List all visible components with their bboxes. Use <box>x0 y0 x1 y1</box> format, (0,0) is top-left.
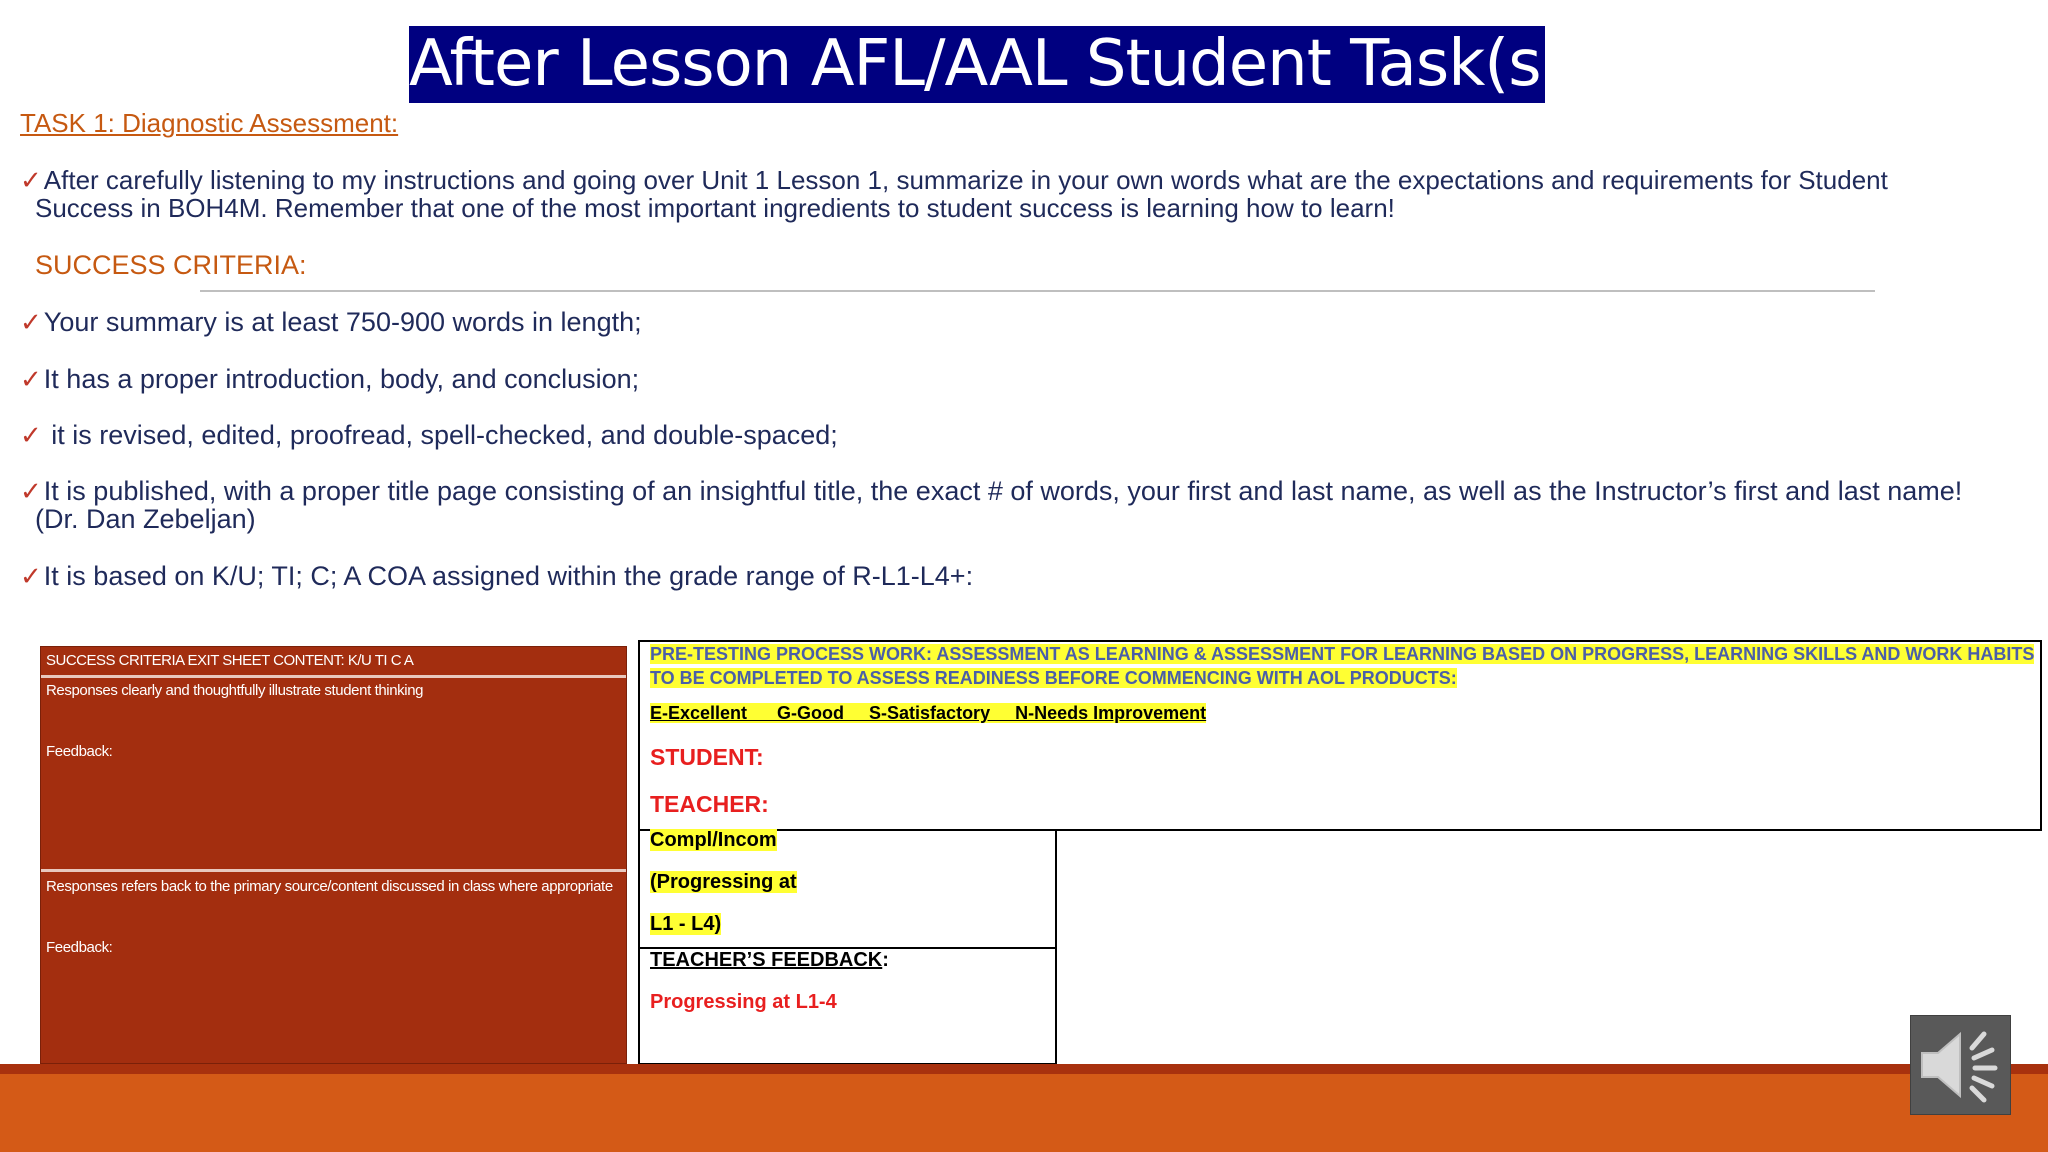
student-label: STUDENT: <box>650 744 764 770</box>
criteria-item-text: It has a proper introduction, body, and conclusion; <box>43 364 640 394</box>
criteria-item-text: It is based on K/U; TI; C; A COA assigned within the grade range of R-L1-L4+: <box>43 561 974 591</box>
completion-line-3-text: L1 - L4) <box>650 913 722 935</box>
teacher-feedback-box <box>638 947 1057 1065</box>
exit-sheet-header <box>41 647 626 678</box>
criteria-item <box>20 477 2025 533</box>
success-criteria-label: SUCCESS CRITERIA <box>35 250 300 280</box>
criteria-item <box>20 420 838 450</box>
teacher-feedback-colon: : <box>882 949 889 971</box>
completion-box <box>638 829 1057 949</box>
section-1-text: Responses clearly and thoughtfully illustrate student thinking <box>46 682 424 699</box>
assessment-heading-text: PRE-TESTING PROCESS WORK: ASSESSMENT AS LEARNING & ASSESSMENT FOR LEARNING BASED ON PROGRESS, LEARNING SKILLS AND WORK HABITS TO BE COMPLETED TO ASSESS READINESS BEFORE COMMENCING WITH AOL PRODUCTS: <box>650 644 2035 688</box>
checkmark-icon: ✓ <box>20 561 42 591</box>
criteria-item-text-2: (Dr. Dan Zebeljan) <box>35 504 256 534</box>
footer-bar <box>0 1074 2048 1152</box>
criteria-item <box>20 561 973 591</box>
slide-title: After Lesson AFL/AAL Student Task(s) : <box>409 27 1605 101</box>
completion-line-3 <box>650 913 721 936</box>
teacher-feedback-label <box>650 949 889 972</box>
rating-scale-text: E-Excellent G-Good S-Satisfactory N-Needs Improvement <box>650 703 1207 723</box>
footer-stripe <box>0 1064 2048 1074</box>
completion-line-2-text: (Progressing at <box>650 871 797 893</box>
rating-scale <box>650 703 1206 724</box>
completion-line-1 <box>650 829 777 852</box>
checkmark-icon: ✓ <box>20 165 42 195</box>
exit-sheet-divider <box>41 869 626 872</box>
success-criteria-colon: : <box>299 250 307 280</box>
exit-sheet-section-1 <box>41 682 626 867</box>
exit-sheet-header-text: SUCCESS CRITERIA EXIT SHEET CONTENT: K/U TI C A <box>46 652 414 669</box>
speaker-icon-graphic <box>1916 1020 2006 1110</box>
speaker-icon[interactable] <box>1910 1015 2011 1115</box>
task-line-1: After carefully listening to my instructions and going over Unit 1 Lesson 1, summarize in your own words what are the expectations and requirements for Student <box>43 165 1888 195</box>
checkmark-icon: ✓ <box>20 364 42 394</box>
section-2-feedback: Feedback: <box>46 939 113 956</box>
section-1-feedback: Feedback: <box>46 743 113 760</box>
assessment-heading <box>650 642 2035 690</box>
assessment-box <box>638 640 2042 831</box>
teacher-feedback-label-text: TEACHER’S FEEDBACK <box>650 949 883 971</box>
teacher-label: TEACHER: <box>650 791 769 817</box>
section-2-text: Responses refers back to the primary source/content discussed in class where appropriate <box>46 878 613 895</box>
criteria-item-text: It is published, with a proper title page consisting of an insightful title, the exact # of words, your first and last name, as well as the Instructor’s first and last name! <box>43 476 1963 506</box>
task-line-2: Success in BOH4M. Remember that one of the most important ingredients to student success is learning how to learn! <box>35 193 1395 223</box>
checkmark-icon: ✓ <box>20 307 42 337</box>
completion-line-1-text: Compl/Incom <box>650 829 777 851</box>
task-instructions <box>20 166 2025 222</box>
teacher-feedback-value: Progressing at L1-4 <box>650 991 837 1013</box>
success-criteria-heading <box>35 250 307 281</box>
criteria-item-text: Your summary is at least 750-900 words in length; <box>43 307 642 337</box>
exit-sheet-section-2 <box>41 878 626 1058</box>
criteria-item-text: it is revised, edited, proofread, spell-checked, and double-spaced; <box>43 420 838 450</box>
exit-sheet-panel <box>40 646 627 1064</box>
completion-line-2 <box>650 871 797 894</box>
criteria-item <box>20 307 642 337</box>
criteria-item <box>20 364 639 394</box>
checkmark-icon: ✓ <box>20 476 42 506</box>
checkmark-icon: ✓ <box>20 420 42 450</box>
divider <box>200 290 1875 292</box>
task-heading: TASK 1: Diagnostic Assessment: <box>20 108 399 138</box>
